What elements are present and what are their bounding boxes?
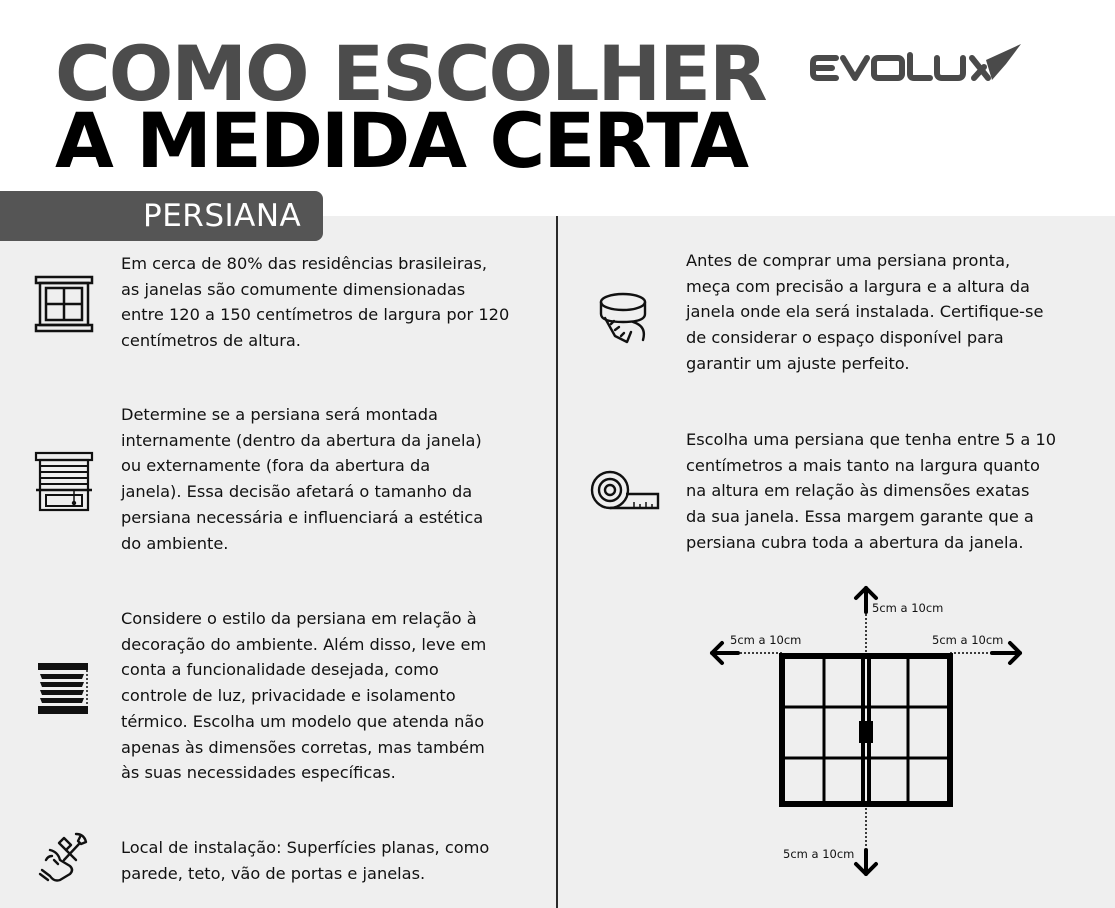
paragraph-installation: Local de instalação: Superfícies planas, como parede, teto, vão de portas e janelas. (121, 838, 490, 883)
tools-icon (36, 830, 90, 884)
title-line-2: A MEDIDA CERTA (55, 96, 748, 185)
paragraph-window-sizes: Em cerca de 80% das residências brasileiras, as janelas são comumente dimensionadas entre 120 a 150 centímetros de largura por 120 centímetros de altura. (121, 254, 510, 351)
dim-label-bottom: 5cm a 10cm (783, 847, 855, 861)
paragraph-style: Considere o estilo da persiana em relação à decoração do ambiente. Além disso, leve em conta a funcionalidade desejada, como controle de luz, privacidade e isolamento térmico. Escolha um modelo que atenda não apenas às dimensões corretas, mas também às suas necessidades específicas. (121, 609, 487, 783)
paragraph-mounting: Determine se a persiana será montada internamente (dentro da abertura da janela) ou externamente (fora da abertura da janela). Essa decisão afetará o tamanho da persiana necessária e influenciará a estética do ambiente. (121, 405, 484, 553)
dim-label-top: 5cm a 10cm (872, 601, 944, 615)
section-tab: PERSIANA (0, 191, 323, 241)
column-divider (556, 216, 558, 908)
paragraph-margin-recommendation: Escolha uma persiana que tenha entre 5 a 10 centímetros a mais tanto na largura quanto na altura em relação às dimensões exatas da sua janela. Essa margem garante que a persiana cubra toda a abertura da janela. (686, 430, 1057, 552)
blinds-icon (36, 661, 92, 717)
brand-logo (806, 40, 1032, 92)
window-icon (33, 274, 95, 334)
tape-measure-roll-icon (590, 466, 662, 514)
dim-label-right: 5cm a 10cm (932, 633, 1004, 647)
dim-label-left: 5cm a 10cm (730, 633, 802, 647)
measurement-diagram (700, 580, 1040, 880)
blinds-window-icon (33, 451, 95, 513)
title-line-1: COMO ESCOLHER (55, 29, 766, 118)
paragraph-measure-before-buying: Antes de comprar uma persiana pronta, meça com precisão a largura e a altura da janela onde ela será instalada. Certifique-se de considerar o espaço disponível para garantir um ajuste perfeito. (686, 251, 1044, 373)
measuring-tape-icon (597, 290, 651, 346)
